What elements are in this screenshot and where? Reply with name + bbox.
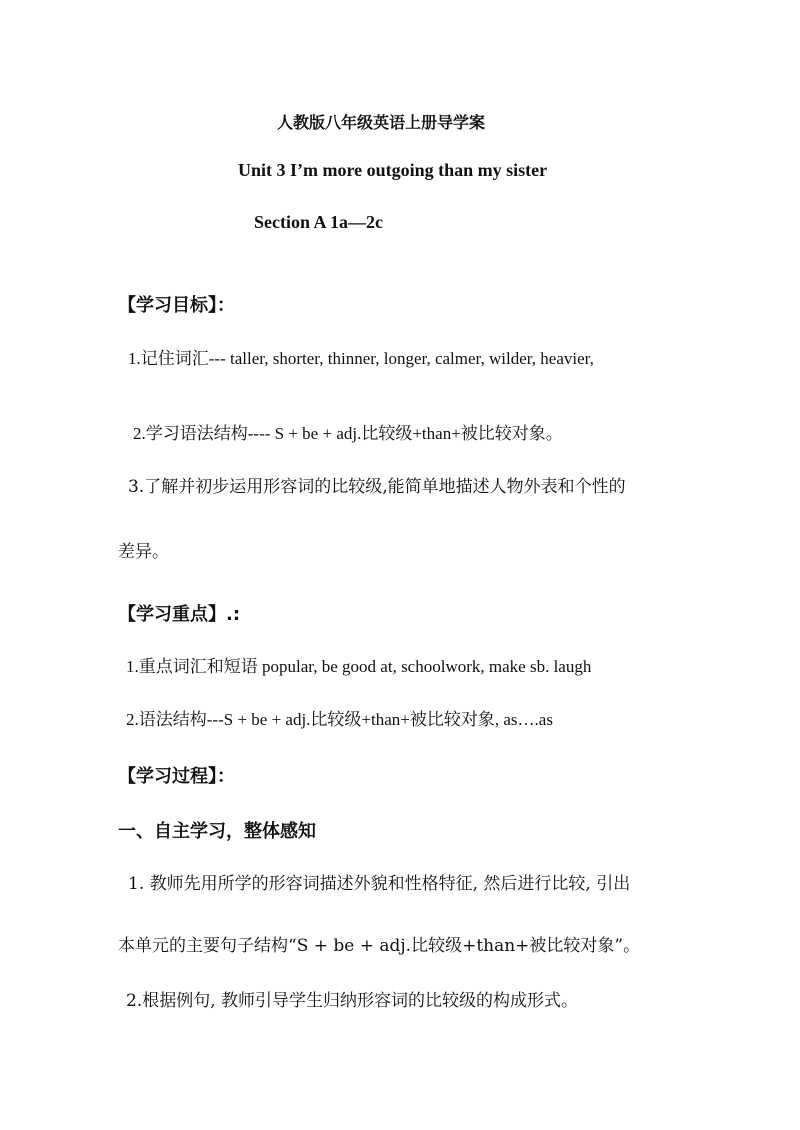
- key-point-item-2: 2.语法结构---S + be + adj.比较级+than+被比较对象, as….as: [126, 710, 553, 729]
- objective-item-3-line-2: 差异。: [118, 542, 169, 562]
- part-one-heading: 一、自主学习，整体感知: [118, 821, 316, 842]
- section-title: Section A 1a—2c: [254, 212, 383, 232]
- objective-item-1: 1.记住词汇--- taller, shorter, thinner, longer, calmer, wilder, heavier,: [128, 349, 594, 368]
- unit-title: Unit 3 I’m more outgoing than my sister: [238, 160, 548, 180]
- objectives-heading: 【学习目标】：: [118, 295, 235, 316]
- objective-item-3-line-1: 3.了解并初步运用形容词的比较级,能简单地描述人物外表和个性的: [128, 477, 626, 497]
- process-step-1-line-2: 本单元的主要句子结构“S + be + adj.比较级+than+被比较对象”。: [118, 936, 641, 956]
- process-step-1-line-1: 1. 教师先用所学的形容词描述外貌和性格特征, 然后进行比较, 引出: [128, 874, 631, 894]
- objective-item-2: 2.学习语法结构---- S + be + adj.比较级+than+被比较对象。: [133, 424, 563, 443]
- document-title: 人教版八年级英语上册导学案: [277, 113, 486, 132]
- key-points-heading: 【学习重点】.:: [118, 604, 241, 625]
- key-point-item-1: 1.重点词汇和短语 popular, be good at, schoolwork, make sb. laugh: [126, 657, 592, 676]
- process-heading: 【学习过程】：: [118, 766, 235, 787]
- process-step-2: 2.根据例句, 教师引导学生归纳形容词的比较级的构成形式。: [126, 991, 579, 1011]
